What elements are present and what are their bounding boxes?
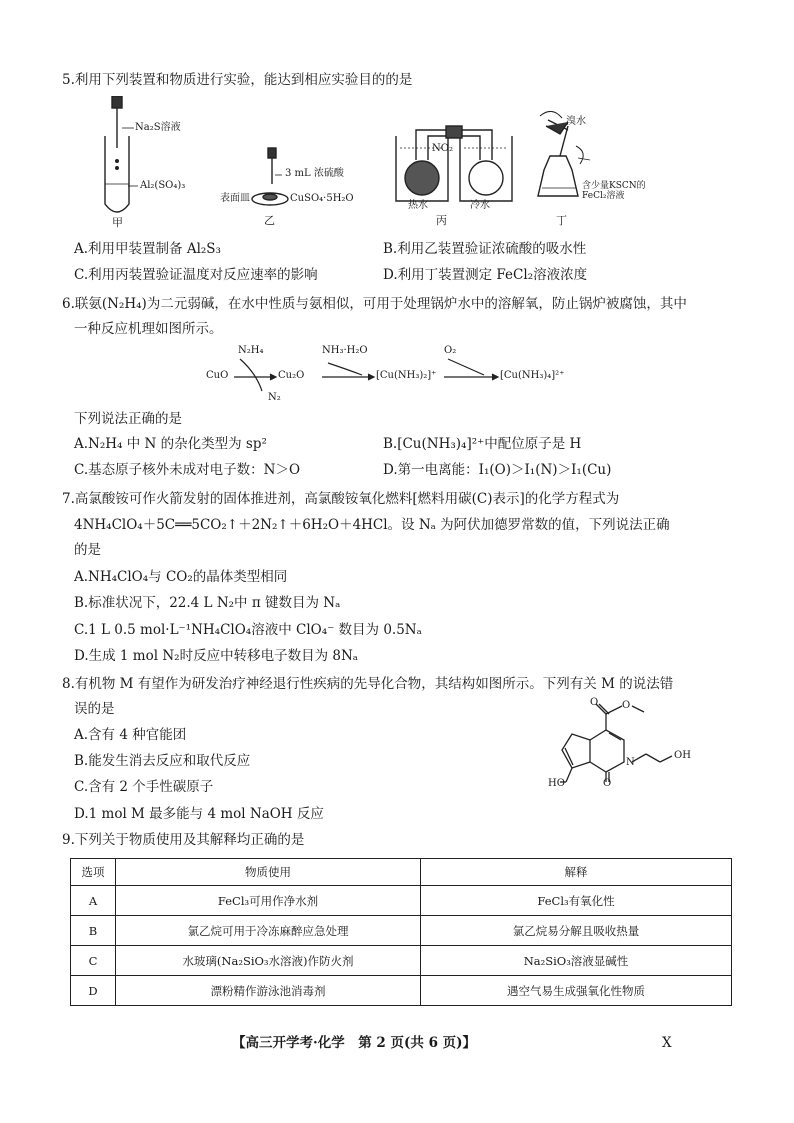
q5-option-c: C.利用丙装置验证温度对反应速率的影响 xyxy=(74,267,318,283)
q7-stem-line1: 7.高氯酸铵可作火箭发射的固体推进剂，高氯酸铵氧化燃料[燃料用碳(C)表示]的化学方程式为 xyxy=(62,491,620,507)
scheme-nh3h2o: NH₃·H₂O xyxy=(322,345,368,356)
q8-option-a: A.含有 4 种官能团 xyxy=(74,727,187,743)
scheme-cu2o: Cu₂O xyxy=(278,370,305,381)
q6-option-b: B.[Cu(NH₃)₄]²⁺中配位原子是 H xyxy=(383,436,582,452)
struct-label-ho: HO xyxy=(548,778,565,789)
q8-option-c: C.含有 2 个手性碳原子 xyxy=(74,779,214,795)
q7-option-d: D.生成 1 mol N₂时反应中转移电子数目为 8Nₐ xyxy=(74,648,358,664)
label-jia-reagent: Na₂S溶液 xyxy=(135,122,181,133)
label-ding: 丁 xyxy=(556,214,567,227)
scheme-cuo: CuO xyxy=(206,370,229,381)
table-cell: C xyxy=(71,946,116,976)
table-row xyxy=(71,976,732,1006)
struct-label-n: N xyxy=(626,757,635,768)
table-cell: FeCl₃可用作净水剂 xyxy=(116,886,421,916)
label-bing: 丙 xyxy=(436,214,447,227)
q9-table xyxy=(70,858,732,1006)
label-jia: 甲 xyxy=(112,216,123,229)
q5-stem: 5.利用下列装置和物质进行实验，能达到相应实验目的的是 xyxy=(62,72,413,88)
table-row xyxy=(71,946,732,976)
scheme-n2h4: N₂H₄ xyxy=(238,345,264,356)
label-jia-solution: Al₂(SO₄)₃ xyxy=(140,180,186,191)
apparatus-bing xyxy=(396,126,512,201)
struct-label-oh: OH xyxy=(674,750,691,761)
scheme-cu-nh3-4: [Cu(NH₃)₄]²⁺ xyxy=(500,370,565,381)
table-cell: 氯乙烷可用于冷冻麻醉应急处理 xyxy=(116,916,421,946)
struct-label-o-carbonyl: O xyxy=(590,697,599,708)
q8-option-d: D.1 mol M 最多能与 4 mol NaOH 反应 xyxy=(74,806,324,822)
table-cell: 氯乙烷易分解且吸收热量 xyxy=(421,916,732,946)
table-cell: FeCl₃有氧化性 xyxy=(421,886,732,916)
q8-stem-line2: 误的是 xyxy=(74,701,115,717)
label-yi-dish: 表面皿 xyxy=(220,193,250,204)
apparatus-yi xyxy=(252,148,288,205)
table-cell: 漂粉精作游泳池消毒剂 xyxy=(116,976,421,1006)
label-ding-flask: 含少量KSCN的FeCl₂溶液 xyxy=(582,181,646,201)
table-header-usage: 物质使用 xyxy=(116,859,421,886)
table-cell: 水玻璃(Na₂SiO₃水溶液)作防火剂 xyxy=(116,946,421,976)
table-cell: B xyxy=(71,916,116,946)
table-row xyxy=(71,886,732,916)
struct-label-o-ester: O xyxy=(622,700,631,711)
q6-stem-line2: 一种反应机理如图所示。 xyxy=(74,321,223,337)
scheme-o2: O₂ xyxy=(444,345,457,356)
page-footer-title: 【高三开学考·化学 第 2 页(共 6 页)】 xyxy=(232,1035,477,1051)
q6-option-a: A.N₂H₄ 中 N 的杂化类型为 sp² xyxy=(74,436,267,452)
q8-stem-line1: 8.有机物 M 有望作为研发治疗神经退行性疾病的先导化合物，其结构如图所示。下列有关 M 的说法错 xyxy=(62,676,674,692)
scheme-n2: N₂ xyxy=(268,392,281,403)
q7-option-a: A.NH₄ClO₄与 CO₂的晶体类型相同 xyxy=(74,569,288,585)
q7-option-b: B.标准状况下，22.4 L N₂中 π 键数目为 Nₐ xyxy=(74,595,341,611)
q6-option-c: C.基态原子核外未成对电子数：N＞O xyxy=(74,462,301,478)
q8-option-b: B.能发生消去反应和取代反应 xyxy=(74,753,251,769)
table-header-explanation: 解释 xyxy=(421,859,732,886)
label-bing-hot: 热水 xyxy=(408,200,428,211)
table-cell: Na₂SiO₃溶液显碱性 xyxy=(421,946,732,976)
table-cell: 遇空气易生成强氧化性物质 xyxy=(421,976,732,1006)
label-yi-acid: 3 mL 浓硫酸 xyxy=(285,168,344,179)
q5-option-d: D.利用丁装置测定 FeCl₂溶液浓度 xyxy=(383,267,588,283)
q9-stem: 9.下列关于物质使用及其解释均正确的是 xyxy=(62,832,305,848)
label-bing-gas: NO₂ xyxy=(432,143,453,154)
label-yi: 乙 xyxy=(264,214,275,227)
table-header-option: 选项 xyxy=(71,859,116,886)
page-footer-mark: X xyxy=(662,1035,672,1051)
label-bing-cold: 冷水 xyxy=(470,200,490,211)
q5-option-b: B.利用乙装置验证浓硫酸的吸水性 xyxy=(383,241,587,257)
label-ding-reagent: 溴水 xyxy=(566,116,586,127)
struct-label-o-lactam: O xyxy=(603,778,612,789)
apparatus-jia xyxy=(105,96,138,212)
scheme-cu-nh3-2: [Cu(NH₃)₂]⁺ xyxy=(376,370,437,381)
table-row xyxy=(71,916,732,946)
q6-prompt: 下列说法正确的是 xyxy=(74,411,182,427)
q7-stem-line3: 的是 xyxy=(74,542,101,558)
q6-stem-line1: 6.联氨(N₂H₄)为二元弱碱，在水中性质与氨相似，可用于处理锅炉水中的溶解氧，防止锅炉被腐蚀，其中 xyxy=(62,296,687,312)
q7-stem-line2: 4NH₄ClO₄＋5C══5CO₂↑＋2N₂↑＋6H₂O＋4HCl。设 Nₐ 为阿伏加德罗常数的值，下列说法正确 xyxy=(74,517,670,533)
q6-option-d: D.第一电离能：I₁(O)＞I₁(N)＞I₁(Cu) xyxy=(383,462,612,478)
q5-apparatus-figure xyxy=(90,96,690,236)
table-header-row xyxy=(71,859,732,886)
q7-option-c: C.1 L 0.5 mol·L⁻¹NH₄ClO₄溶液中 ClO₄⁻ 数目为 0.5Nₐ xyxy=(74,622,422,638)
table-cell: A xyxy=(71,886,116,916)
label-yi-salt: CuSO₄·5H₂O xyxy=(290,193,354,204)
table-cell: D xyxy=(71,976,116,1006)
q5-option-a: A.利用甲装置制备 Al₂S₃ xyxy=(74,241,221,257)
